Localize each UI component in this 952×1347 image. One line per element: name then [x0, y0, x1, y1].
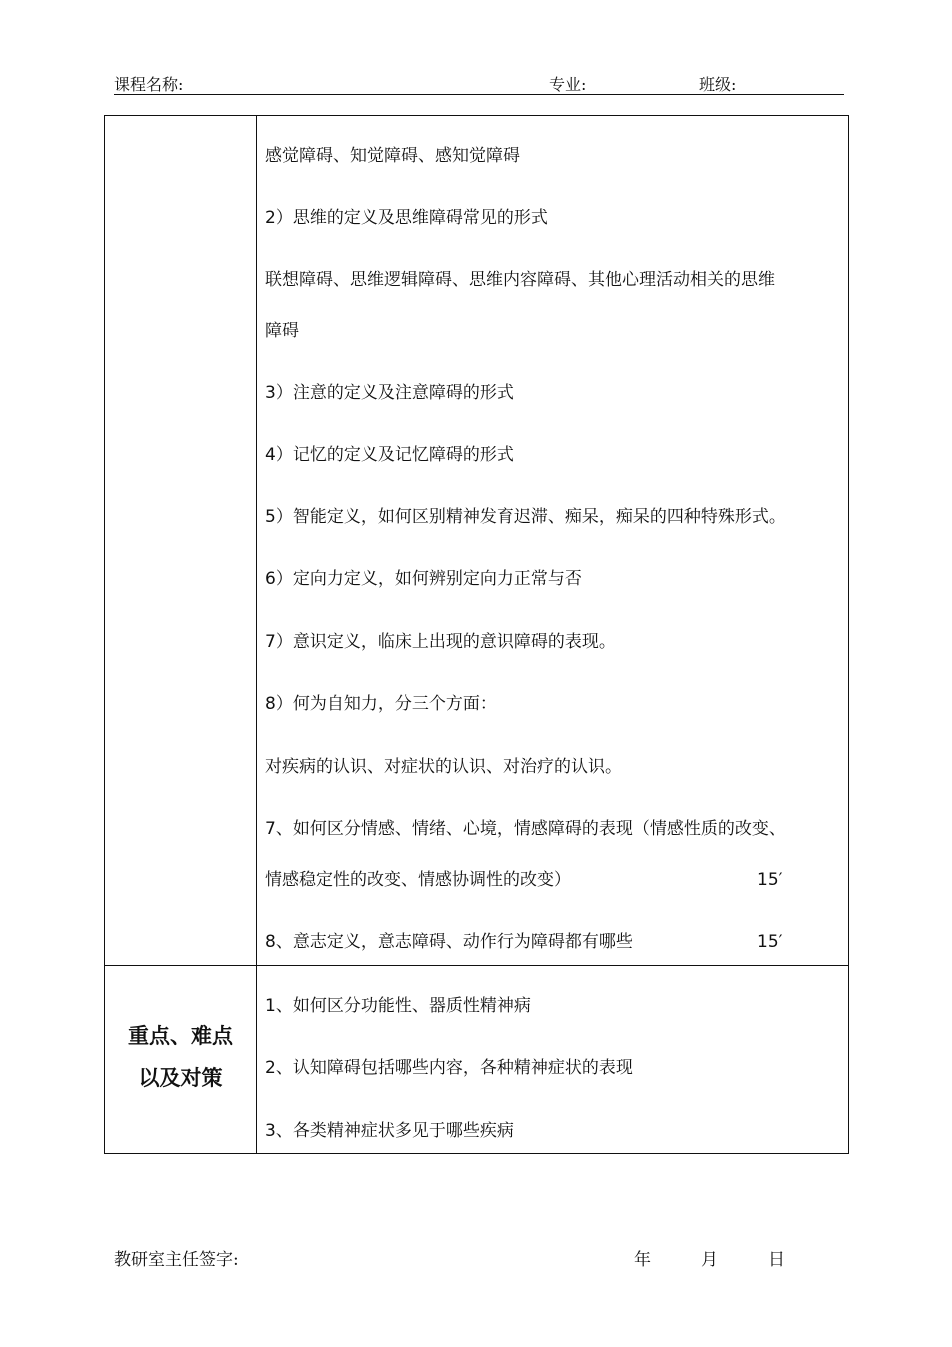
- signature-label: 教研室主任签字:: [114, 1250, 239, 1270]
- content-line: 7）意识定义，临床上出现的意识障碍的表现。: [265, 632, 616, 652]
- year-label: 年: [634, 1250, 651, 1270]
- content-line: 8、意志定义，意志障碍、动作行为障碍都有哪些: [265, 932, 633, 952]
- key-points-label-line: 以及对策: [138, 1065, 223, 1090]
- content-line: 3）注意的定义及注意障碍的形式: [265, 383, 514, 403]
- document-header: [114, 70, 844, 95]
- column-divider: [256, 115, 257, 1154]
- major-label: 专业:: [549, 75, 587, 94]
- content-line: 感觉障碍、知觉障碍、感知觉障碍: [265, 146, 520, 166]
- content-line: 4）记忆的定义及记忆障碍的形式: [265, 445, 514, 465]
- course-name-label: 课程名称:: [114, 75, 184, 94]
- content-line: 联想障碍、思维逻辑障碍、思维内容障碍、其他心理活动相关的思维: [265, 270, 775, 290]
- content-line: 对疾病的认识、对症状的认识、对治疗的认识。: [265, 757, 622, 777]
- content-line: 情感稳定性的改变、情感协调性的改变）: [265, 870, 571, 890]
- day-label: 日: [768, 1250, 785, 1270]
- content-line: 5）智能定义，如何区别精神发育迟滞、痴呆，痴呆的四种特殊形式。: [265, 507, 786, 527]
- key-point-item: 1、如何区分功能性、器质性精神病: [265, 996, 531, 1016]
- time-mark: 15′: [757, 932, 783, 952]
- content-line: 障碍: [265, 321, 299, 341]
- content-line: 7、如何区分情感、情绪、心境，情感障碍的表现（情感性质的改变、: [265, 819, 786, 839]
- row-divider: [104, 965, 849, 966]
- content-line: 8）何为自知力，分三个方面：: [265, 694, 497, 714]
- key-points-label: [106, 1015, 255, 1099]
- key-point-item: 3、各类精神症状多见于哪些疾病: [265, 1121, 514, 1141]
- key-point-item: 2、认知障碍包括哪些内容，各种精神症状的表现: [265, 1058, 633, 1078]
- content-line: 6）定向力定义，如何辨别定向力正常与否: [265, 569, 582, 589]
- time-mark: 15′: [757, 870, 783, 890]
- key-points-label-line: 重点、难点: [128, 1023, 233, 1048]
- class-label: 班级:: [699, 75, 737, 94]
- month-label: 月: [701, 1250, 718, 1270]
- content-line: 2）思维的定义及思维障碍常见的形式: [265, 208, 548, 228]
